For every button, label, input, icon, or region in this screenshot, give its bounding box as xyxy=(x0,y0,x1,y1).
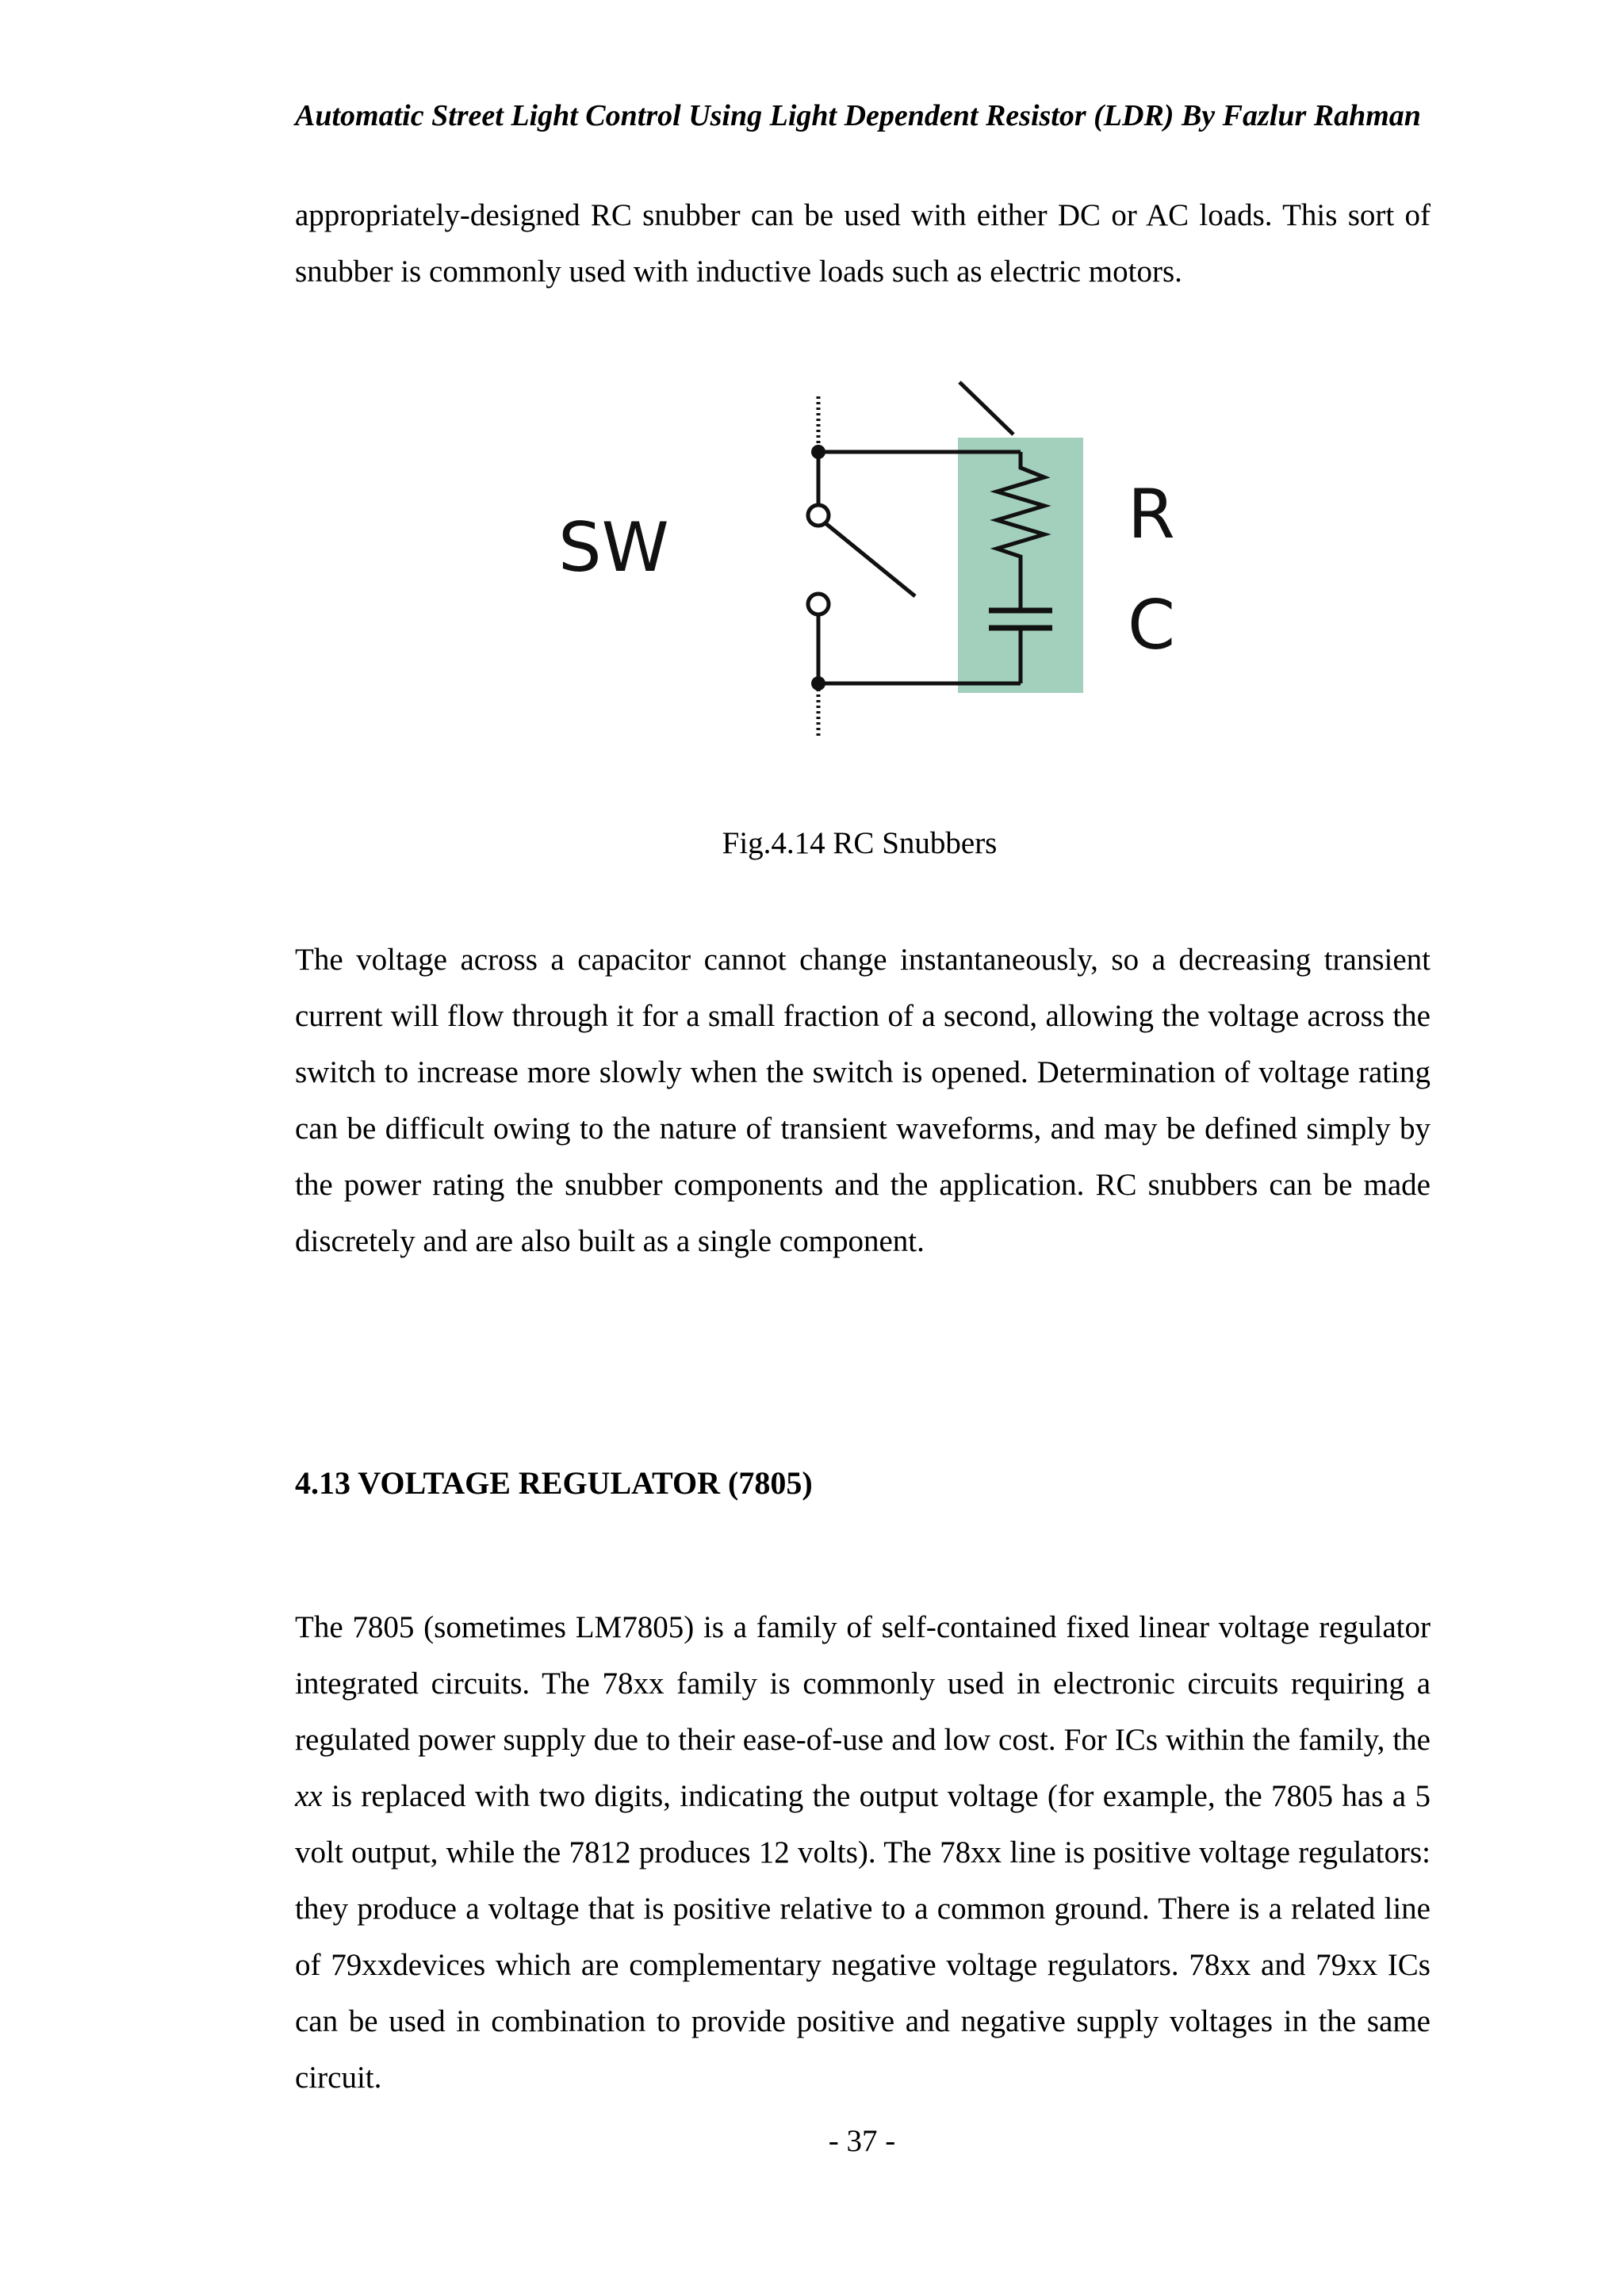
section-heading: 4.13 VOLTAGE REGULATOR (7805) xyxy=(295,1465,813,1501)
regulator-italic-xx: xx xyxy=(295,1779,323,1813)
switch-top-terminal xyxy=(808,505,829,526)
paragraph-regulator xyxy=(295,1599,1431,2106)
page-number: - 37 - xyxy=(828,2124,896,2158)
figure-caption: Fig.4.14 RC Snubbers xyxy=(722,826,998,860)
paragraph-intro: appropriately-designed RC snubber can be used with either DC or AC loads. This sort of snubber is commonly used with inductive loads such as electric motors. xyxy=(295,198,1431,289)
resistor-label: R xyxy=(1128,475,1175,554)
switch-bottom-terminal xyxy=(808,594,829,614)
running-header: Automatic Street Light Control Using Light Dependent Resistor (LDR) By Fazlur Rahman xyxy=(295,99,1421,132)
regulator-text-part-2: is replaced with two digits, indicating the output voltage (for example, the 7805 has a 5 volt output, while the 7812 produces 12 volts). The 78xx line is positive voltage regulators: they produce a voltage that is positive relative to a common ground. There is a related line of 79xxdevices which are complementary negative voltage regulators. 78xx and 79xx ICs can be used in combination to provide positive and negative supply voltages in the same circuit. xyxy=(295,1779,1431,2095)
rc-snubber-diagram xyxy=(547,373,1245,745)
paragraph-transient: The voltage across a capacitor cannot change instantaneously, so a decreasing transient current will flow through it for a small fraction of a second, allowing the voltage across the switch to increase more slowly when the switch is opened. Determination of voltage rating can be difficult owing to the nature of transient waveforms, and may be defined simply by the power rating the snubber components and the application. RC snubbers can be made discretely and are also built as a single component. xyxy=(295,943,1431,1258)
top-diagonal xyxy=(959,382,1013,434)
capacitor-label: C xyxy=(1128,586,1176,665)
switch-label: SW xyxy=(558,508,669,587)
rc-snubber-figure xyxy=(547,373,1245,745)
switch-lever xyxy=(825,523,915,596)
regulator-text-part-1: The 7805 (sometimes LM7805) is a family of self-contained fixed linear voltage regulator integrated circuits. The 78xx family is commonly used in electronic circuits requiring a regulated power supply due to their ease-of-use and low cost. For ICs within the family, the xyxy=(295,1610,1431,1757)
